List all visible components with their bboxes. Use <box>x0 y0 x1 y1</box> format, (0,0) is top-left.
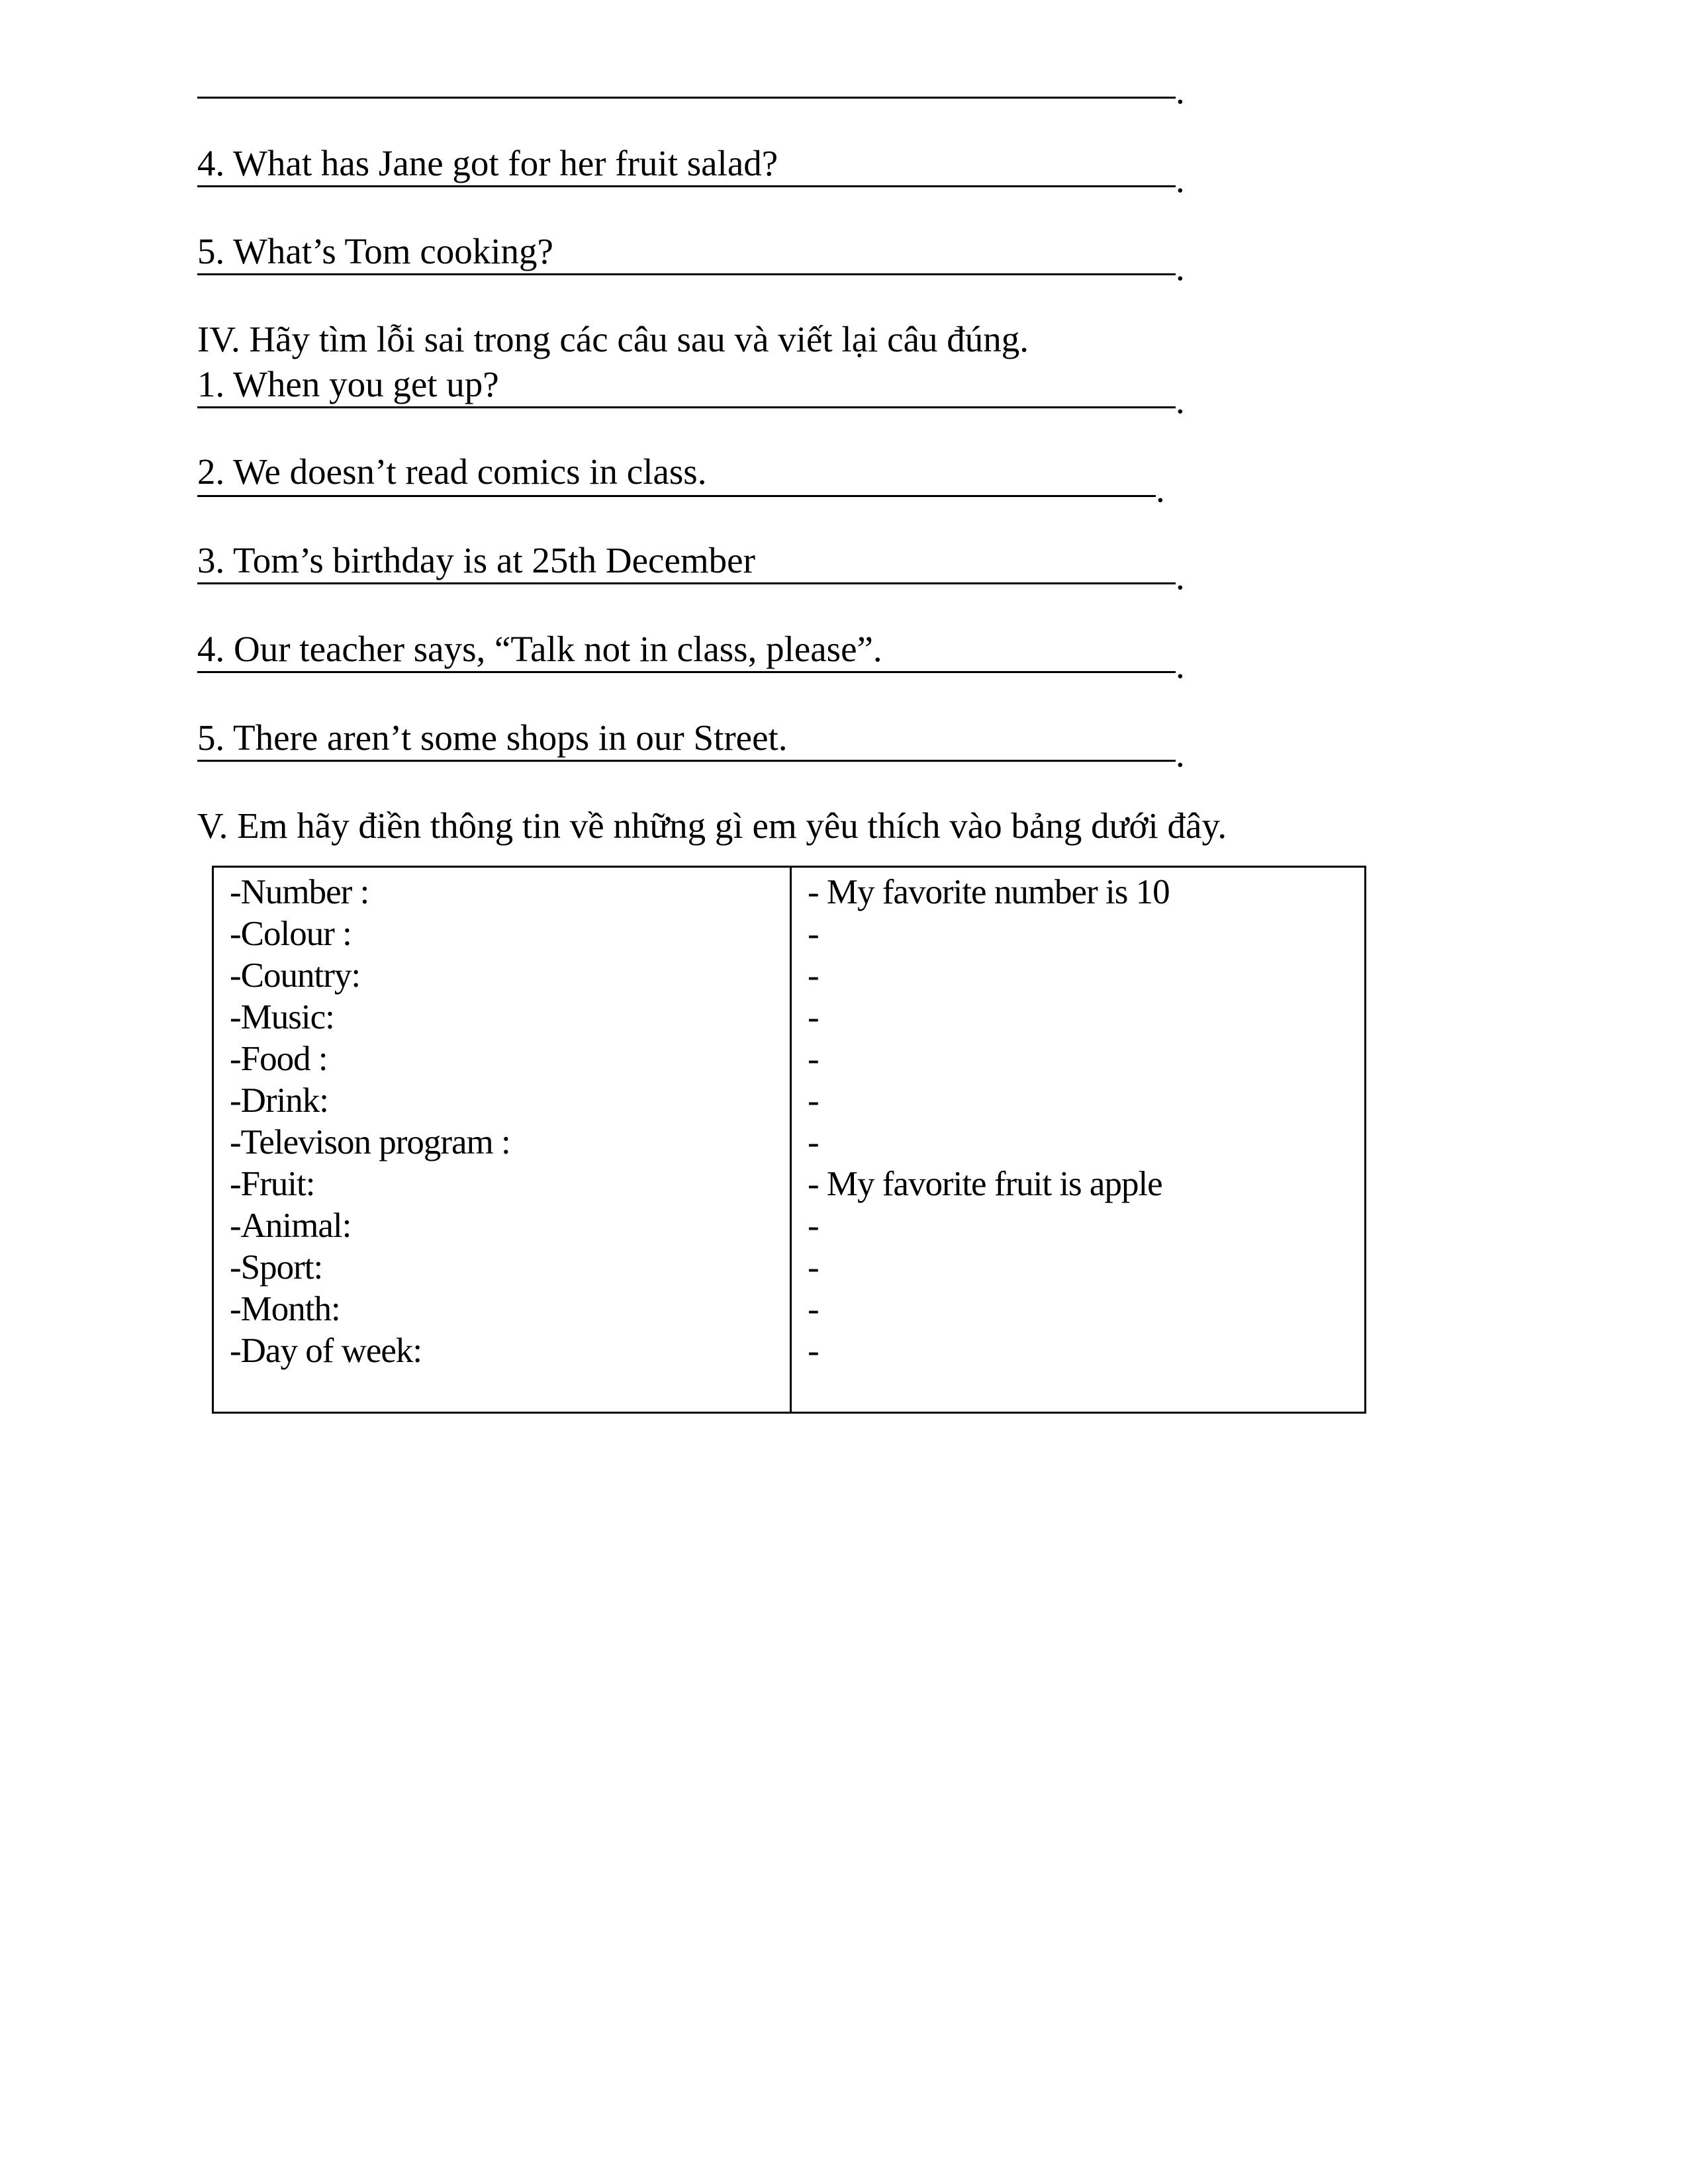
category-label: -Sport: <box>230 1248 323 1287</box>
section-iv-heading: IV. Hãy tìm lỗi sai trong các câu sau và viết lại câu đúng. <box>197 319 1029 359</box>
category-label: -Drink: <box>230 1081 329 1120</box>
section-iv-item-1: 1. When you get up? <box>197 364 499 404</box>
favorite-answer[interactable]: - <box>808 1040 819 1078</box>
favorite-answer[interactable]: - <box>808 998 819 1036</box>
category-label: -Colour : <box>230 915 352 953</box>
section-v-heading: V. Em hãy điền thông tin về những gì em yêu thích vào bảng dưới đây. <box>197 805 1227 846</box>
section-iv-item-3: 3. Tom’s birthday is at 25th December <box>197 540 755 580</box>
answer-line-period: . <box>1176 71 1185 111</box>
answer-line-period: . <box>1176 557 1185 597</box>
category-label: -Day of week: <box>230 1332 422 1370</box>
answer-line-period: . <box>1176 159 1185 200</box>
favorites-categories-cell <box>213 867 791 1413</box>
category-label: -Month: <box>230 1290 340 1328</box>
favorite-answer[interactable]: - <box>808 1290 819 1328</box>
favorite-answer[interactable]: - <box>808 1332 819 1370</box>
category-label: -Country: <box>230 956 361 995</box>
favorite-answer[interactable]: - <box>808 1206 819 1245</box>
favorite-answer[interactable]: - <box>808 1123 819 1161</box>
answer-line-period: . <box>1176 645 1185 686</box>
category-label: -Music: <box>230 998 334 1036</box>
section-iv-item-2: 2. We doesn’t read comics in class. <box>197 451 707 492</box>
favorite-answer[interactable]: - <box>808 956 819 995</box>
favorite-answer[interactable]: - <box>808 915 819 953</box>
answer-line-period: . <box>1176 248 1185 288</box>
category-label: -Fruit: <box>230 1165 315 1203</box>
question-3-4: 4. What has Jane got for her fruit salad? <box>197 143 778 183</box>
favorites-table <box>212 866 1366 1414</box>
favorite-answer[interactable]: - My favorite fruit is apple <box>808 1165 1162 1203</box>
category-label: -Animal: <box>230 1206 352 1245</box>
answer-line-period: . <box>1176 734 1185 774</box>
question-3-5: 5. What’s Tom cooking? <box>197 231 553 271</box>
favorite-answer[interactable]: - <box>808 1248 819 1287</box>
category-label: -Televison program : <box>230 1123 510 1161</box>
section-iv-item-4: 4. Our teacher says, “Talk not in class, please”. <box>197 629 882 669</box>
favorite-answer[interactable]: - My favorite number is 10 <box>808 873 1170 911</box>
section-iv-item-5: 5. There aren’t some shops in our Street. <box>197 717 788 758</box>
favorite-answer[interactable]: - <box>808 1081 819 1120</box>
answer-line-period: . <box>1176 381 1185 421</box>
favorites-answers-cell[interactable] <box>791 867 1366 1413</box>
category-label: -Number : <box>230 873 369 911</box>
answer-line-period: . <box>1156 469 1165 510</box>
category-label: -Food : <box>230 1040 328 1078</box>
